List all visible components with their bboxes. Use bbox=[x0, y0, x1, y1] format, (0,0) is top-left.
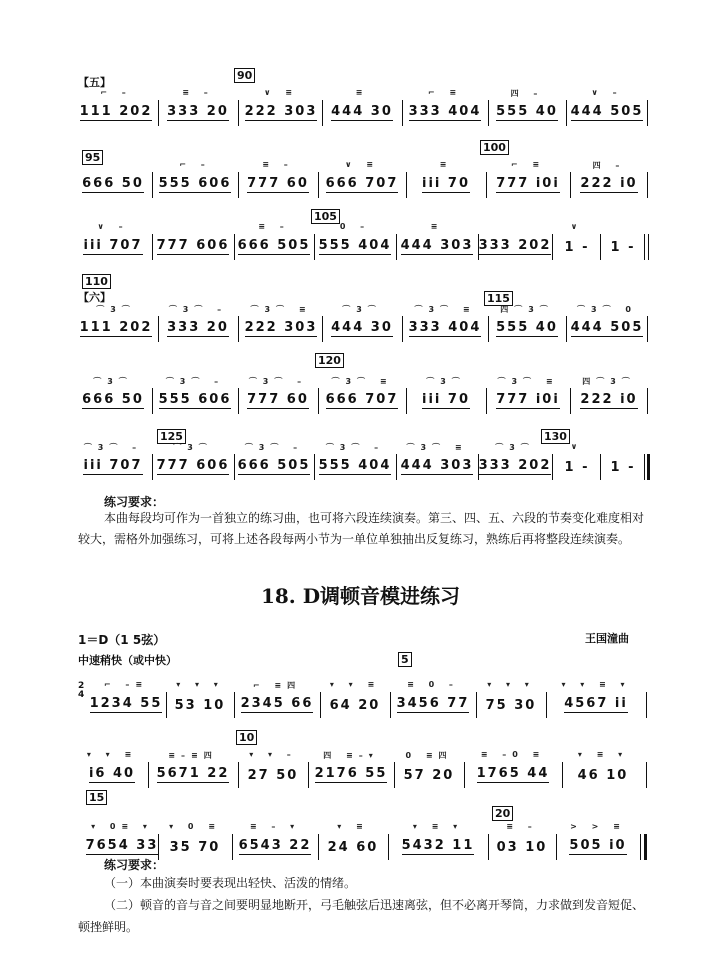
barline bbox=[148, 762, 149, 788]
barline bbox=[234, 454, 235, 480]
measure: ⌒3⌒ – 777 60 bbox=[247, 377, 309, 407]
barline bbox=[552, 454, 553, 480]
practice-item-2-line1: （二）顿音的音与音之间要明显地断开，弓毛触弦后迅速离弦，但不必离开琴筒，力求做到发音短促、 bbox=[104, 898, 645, 912]
measure: ⌒3⌒ ≡ 777 i0i bbox=[496, 377, 560, 407]
barline bbox=[488, 834, 489, 860]
measure: ⌐ ≡ 777 i0i bbox=[496, 160, 560, 191]
composer: 王国潼曲 bbox=[585, 632, 629, 645]
measure: ≡ 0 – 3456 77 bbox=[396, 680, 470, 711]
measure-number-115: 115 bbox=[484, 291, 513, 306]
barline bbox=[396, 234, 397, 260]
measure: 0 – 555 404 bbox=[318, 222, 392, 253]
measure-number-120: 120 bbox=[315, 353, 344, 368]
measure: ≡–≡四 5671 22 bbox=[156, 751, 230, 781]
barline bbox=[644, 454, 645, 480]
measure: ⌐ – 555 606 bbox=[158, 160, 232, 191]
barline bbox=[390, 692, 391, 718]
section-six-label: 【六】 bbox=[78, 291, 111, 304]
measure: ⌒3⌒ ≡ 444 303 bbox=[400, 443, 474, 473]
barline bbox=[552, 234, 553, 260]
practice-item-2-line2: 顿挫鲜明。 bbox=[78, 920, 139, 934]
measure: ⌒3⌒ 444 30 bbox=[331, 305, 393, 335]
barline bbox=[232, 834, 233, 860]
barline bbox=[158, 316, 159, 342]
barline bbox=[562, 762, 563, 788]
barline bbox=[406, 172, 407, 198]
measure: ⌒3⌒ 111 202 bbox=[79, 305, 153, 335]
measure: 四 ≡–▾ 2176 55 bbox=[314, 751, 388, 781]
barline bbox=[158, 100, 159, 126]
section-five-label: 【五】 bbox=[78, 76, 111, 89]
barline bbox=[166, 692, 167, 718]
measure-number-105: 105 bbox=[311, 209, 340, 224]
barline bbox=[318, 834, 319, 860]
measure: 四 – 222 i0 bbox=[580, 161, 638, 191]
barline bbox=[476, 692, 477, 718]
measure-number-90: 90 bbox=[234, 68, 255, 83]
practice-text-1-line2: 较大，需格外加强练习，可将上述各段每两小节为一单位单独抽出反复练习，熟练后再将整段连续演奏。 bbox=[78, 532, 631, 546]
barline bbox=[402, 100, 403, 126]
measure: ⌒3⌒ 777 606 bbox=[156, 443, 230, 473]
barline bbox=[570, 172, 571, 198]
measure: ∨ ≡ 222 303 bbox=[244, 88, 318, 119]
measure: ≡ –0 ≡ 1765 44 bbox=[476, 750, 550, 781]
measure: ▾ ≡ ▾ 46 10 bbox=[577, 750, 629, 783]
measure: ≡ – 333 20 bbox=[167, 88, 229, 119]
barline bbox=[464, 762, 465, 788]
barline bbox=[234, 234, 235, 260]
barline bbox=[570, 388, 571, 414]
staff-row-6 bbox=[78, 440, 648, 484]
barline bbox=[318, 172, 319, 198]
barline bbox=[308, 762, 309, 788]
barline bbox=[152, 172, 153, 198]
measure: 777 606 bbox=[156, 238, 230, 253]
staff-row-2 bbox=[78, 158, 648, 202]
barline bbox=[238, 316, 239, 342]
barline bbox=[238, 100, 239, 126]
barline bbox=[238, 762, 239, 788]
staff-row-9 bbox=[85, 820, 648, 864]
barline bbox=[234, 692, 235, 718]
staff-row-4 bbox=[78, 302, 648, 346]
measure: ▾ ▾ ≡ ▾ 4567 ii bbox=[561, 680, 631, 711]
barline bbox=[238, 172, 239, 198]
staff-row-8 bbox=[80, 748, 648, 792]
barline bbox=[647, 172, 648, 198]
barline bbox=[152, 454, 153, 480]
measure: ▾ ▾ ▾ 53 10 bbox=[174, 680, 226, 713]
measure-number-15: 15 bbox=[86, 790, 107, 805]
measure-number-95: 95 bbox=[82, 150, 103, 165]
measure: ⌒3⌒ 333 202 bbox=[478, 443, 552, 473]
tempo-marking: 中速稍快（或中快） bbox=[78, 654, 177, 667]
barline bbox=[486, 172, 487, 198]
barline bbox=[546, 692, 547, 718]
measure: ⌒3⌒ – 666 505 bbox=[237, 443, 311, 473]
measure: ∨ ≡ 666 707 bbox=[325, 160, 399, 191]
measure: ▾ ≡ 24 60 bbox=[327, 822, 379, 855]
measure: 666 50 bbox=[82, 176, 144, 191]
measure: ≡ – 03 10 bbox=[496, 822, 548, 855]
measure: ▾ 0 ≡ 35 70 bbox=[169, 822, 221, 855]
measure: ≡ – 666 505 bbox=[237, 222, 311, 253]
barline bbox=[644, 234, 645, 260]
measure: ⌒3⌒ 0 444 505 bbox=[570, 305, 644, 335]
final-barline bbox=[644, 834, 647, 860]
barline bbox=[600, 234, 601, 260]
measure: ≡ iii 70 bbox=[422, 160, 470, 191]
measure: > > ≡ 505 i0 bbox=[569, 822, 627, 853]
measure: ⌒3⌒ – 333 20 bbox=[167, 305, 229, 335]
measure: 333 202 bbox=[478, 238, 552, 253]
barline bbox=[556, 834, 557, 860]
measure-number-110: 110 bbox=[82, 274, 111, 289]
measure: ≡ – ▾ 6543 22 bbox=[238, 822, 312, 853]
measure: ∨ 1 - bbox=[564, 222, 590, 255]
final-barline bbox=[647, 454, 650, 480]
measure: ∨ – 444 505 bbox=[570, 88, 644, 119]
barline bbox=[566, 316, 567, 342]
barline bbox=[648, 234, 649, 260]
barline bbox=[152, 234, 153, 260]
barline bbox=[388, 834, 389, 860]
measure: ⌐ ≡四 2345 66 bbox=[240, 681, 314, 711]
measure: ⌒3⌒ – 555 606 bbox=[158, 377, 232, 407]
practice-heading-2: 练习要求： bbox=[104, 858, 165, 872]
measure-number-20: 20 bbox=[492, 806, 513, 821]
practice-item-1: （一）本曲演奏时要表现出轻快、活泼的情绪。 bbox=[104, 876, 357, 890]
barline bbox=[402, 316, 403, 342]
measure-number-10: 10 bbox=[236, 730, 257, 745]
measure: 1 - bbox=[610, 239, 636, 255]
staff-row-7 bbox=[90, 678, 648, 722]
measure: 四⌒3⌒ 222 i0 bbox=[580, 377, 638, 407]
measure: ⌒3⌒ ≡ 222 303 bbox=[244, 305, 318, 335]
measure: ∨ – iii 707 bbox=[83, 222, 143, 253]
barline bbox=[600, 454, 601, 480]
barline bbox=[238, 388, 239, 414]
barline bbox=[314, 454, 315, 480]
barline bbox=[152, 388, 153, 414]
measure: ▾ ▾ – 27 50 bbox=[247, 750, 299, 783]
measure: ⌐ – 111 202 bbox=[79, 88, 153, 119]
measure-number-130: 130 bbox=[541, 429, 570, 444]
measure: 1 - bbox=[610, 459, 636, 475]
measure: ▾ ≡ ▾ 5432 11 bbox=[401, 822, 475, 853]
measure: ⌐ –≡ 1234 55 bbox=[89, 680, 163, 711]
measure: ▾ 0≡ ▾ 7654 33 bbox=[85, 822, 159, 853]
barline bbox=[646, 692, 647, 718]
measure: ⌒3⌒ – 555 404 bbox=[318, 443, 392, 473]
time-signature-bottom: 4 bbox=[78, 690, 85, 700]
staff-row-1 bbox=[78, 86, 648, 130]
measure: ▾ ▾ ≡ i6 40 bbox=[86, 750, 138, 781]
measure: ≡ 444 30 bbox=[331, 88, 393, 119]
barline bbox=[320, 692, 321, 718]
measure: ≡ 444 303 bbox=[400, 222, 474, 253]
staff-row-3 bbox=[78, 220, 648, 264]
measure: 0 ≡四 57 20 bbox=[403, 751, 455, 783]
barline bbox=[488, 316, 489, 342]
measure: ⌒3⌒ 666 50 bbox=[82, 377, 144, 407]
barline bbox=[322, 100, 323, 126]
time-signature-top: 2 bbox=[78, 681, 85, 691]
barline bbox=[486, 388, 487, 414]
measure: ∨ 1 - bbox=[564, 442, 590, 475]
measure: ⌒3⌒ iii 70 bbox=[422, 377, 470, 407]
measure-number-125: 125 bbox=[157, 429, 186, 444]
barline bbox=[318, 388, 319, 414]
practice-heading-1: 练习要求： bbox=[104, 495, 165, 509]
barline bbox=[394, 762, 395, 788]
barline bbox=[647, 316, 648, 342]
measure: ⌐ ≡ 333 404 bbox=[408, 88, 482, 119]
measure-number-5-b: 5 bbox=[398, 652, 412, 667]
staff-row-5 bbox=[78, 374, 648, 418]
measure: ≡ – 777 60 bbox=[247, 160, 309, 191]
barline bbox=[406, 388, 407, 414]
practice-text-1-line1: 本曲每段均可作为一首独立的练习曲，也可将六段连续演奏。第三、四、五、六段的节奏变化难度相对 bbox=[104, 511, 645, 525]
measure: 四 – 555 40 bbox=[496, 89, 558, 119]
measure: ▾ ▾ ▾ 75 30 bbox=[485, 680, 537, 713]
measure: ⌒3⌒ ≡ 666 707 bbox=[325, 377, 399, 407]
barline bbox=[566, 100, 567, 126]
barline bbox=[314, 234, 315, 260]
barline bbox=[646, 762, 647, 788]
time-signature bbox=[78, 682, 84, 700]
measure-number-100: 100 bbox=[480, 140, 509, 155]
barline bbox=[647, 388, 648, 414]
measure: ⌒3⌒ ≡ 333 404 bbox=[408, 305, 482, 335]
barline bbox=[322, 316, 323, 342]
measure: 四⌒3⌒ 555 40 bbox=[496, 305, 558, 335]
barline bbox=[647, 100, 648, 126]
measure: ⌒3⌒ – iii 707 bbox=[83, 443, 143, 473]
barline bbox=[396, 454, 397, 480]
key-signature: 1＝D（1 5弦） bbox=[78, 633, 166, 647]
barline bbox=[488, 100, 489, 126]
barline bbox=[640, 834, 641, 860]
piece-title: 18. D调顿音模进练习 bbox=[260, 584, 461, 608]
measure: ▾ ▾ ≡ 64 20 bbox=[329, 680, 381, 713]
